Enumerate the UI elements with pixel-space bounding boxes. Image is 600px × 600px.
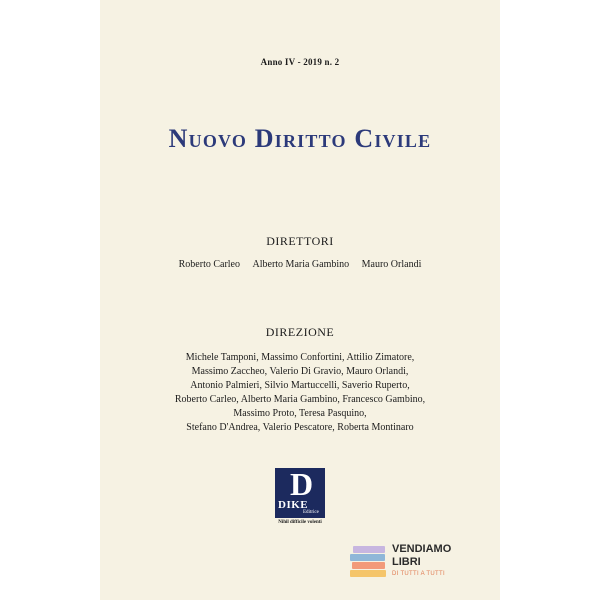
direzione-line: Massimo Proto, Teresa Pasquino,: [233, 408, 367, 419]
direzione-line: Roberto Carleo, Alberto Maria Gambino, Francesco Gambino,: [174, 394, 426, 405]
watermark-line2: LIBRI: [392, 556, 421, 568]
book-cover: [100, 0, 500, 600]
direttore-name: Alberto Maria Gambino: [252, 259, 350, 270]
publisher-logo: [275, 468, 325, 518]
logo-letter: D: [290, 466, 314, 502]
watermark-line1: VENDIAMO: [392, 543, 452, 555]
direzione-line: Massimo Zaccheo, Valerio Di Gravio, Mauro Orlandi,: [191, 366, 409, 377]
direzione-heading: DIREZIONE: [265, 325, 335, 339]
store-watermark: [350, 540, 470, 586]
direttore-name: Roberto Carleo: [178, 259, 240, 270]
journal-title: Nuovo Diritto Civile: [168, 124, 432, 153]
logo-word: DIKE: [278, 499, 309, 511]
direttore-name: Mauro Orlandi: [361, 259, 422, 270]
direzione-list: [100, 351, 500, 435]
publisher-tagline: Nihil difficile volenti: [278, 520, 322, 525]
direzione-line: Michele Tamponi, Massimo Confortini, Attilio Zimatore,: [185, 352, 415, 363]
direzione-line: Stefano D'Andrea, Valerio Pescatore, Roberta Montinaro: [186, 422, 414, 433]
logo-sub: Editrice: [303, 510, 319, 515]
books-stack-icon: [350, 544, 388, 582]
watermark-line3: DI TUTTI A TUTTI: [392, 571, 445, 577]
issue-label: Anno IV - 2019 n. 2: [260, 57, 340, 67]
direttori-heading: DIRETTORI: [266, 234, 334, 248]
direzione-line: Antonio Palmieri, Silvio Martuccelli, Saverio Ruperto,: [190, 380, 410, 391]
direttori-names: [100, 259, 500, 270]
